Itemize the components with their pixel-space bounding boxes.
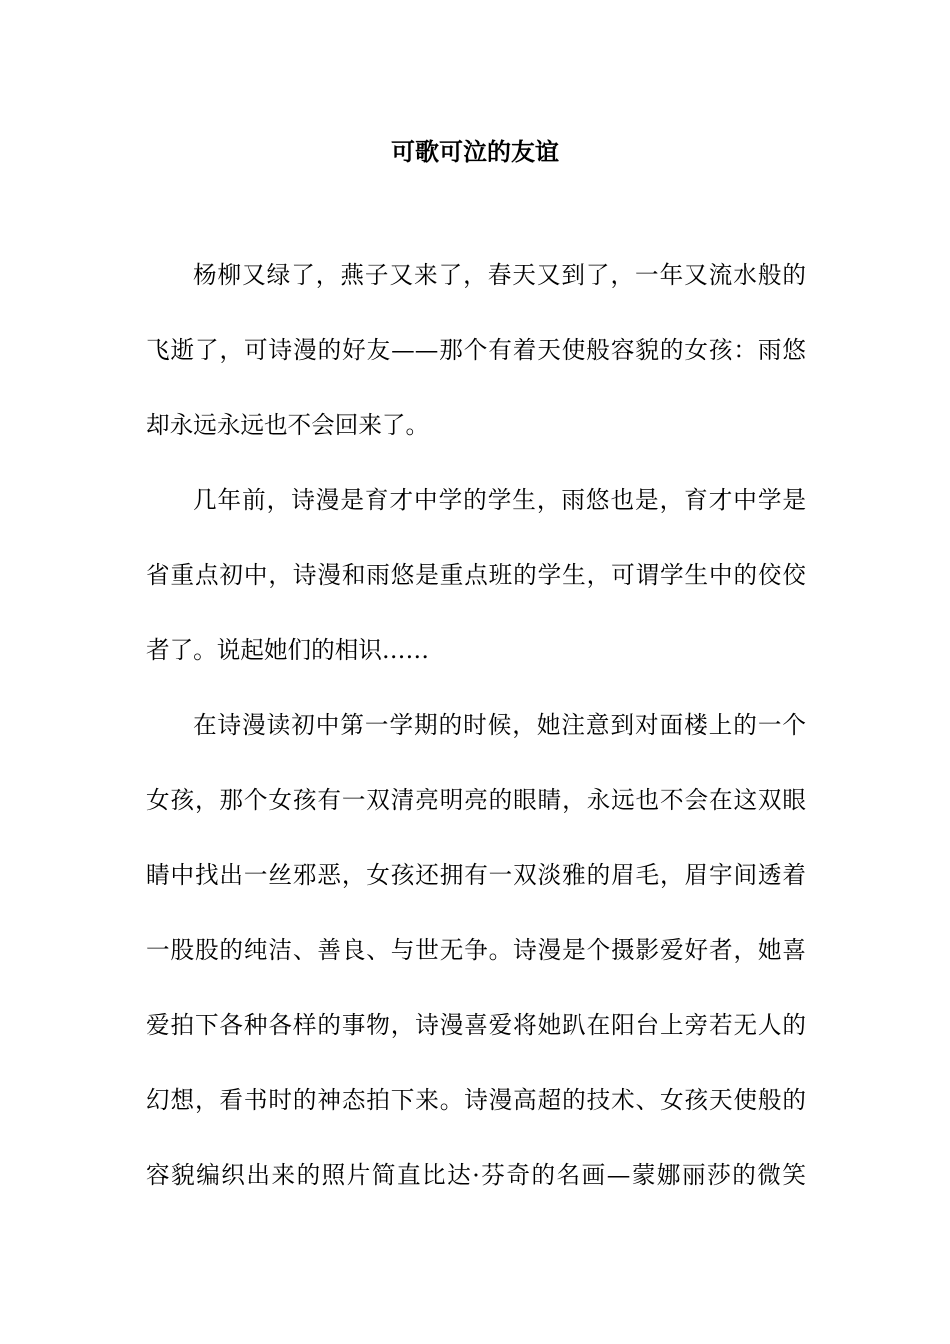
paragraph-1-line-2: 飞逝了，可诗漫的好友——那个有着天使般容貌的女孩：雨悠 <box>146 336 806 364</box>
paragraph-2-line-3: 者了。说起她们的相识…… <box>146 636 430 664</box>
paragraph-3-line-1: 在诗漫读初中第一学期的时候，她注意到对面楼上的一个 <box>193 711 806 739</box>
document-title: 可歌可泣的友谊 <box>391 137 559 166</box>
paragraph-1-line-3: 却永远永远也不会回来了。 <box>146 411 430 439</box>
paragraph-2-line-2: 省重点初中，诗漫和雨悠是重点班的学生，可谓学生中的佼佼 <box>146 561 806 589</box>
paragraph-2-line-1: 几年前，诗漫是育才中学的学生，雨悠也是，育才中学是 <box>193 486 806 514</box>
document-body <box>146 238 806 1213</box>
paragraph-3-line-2: 女孩，那个女孩有一双清亮明亮的眼睛，永远也不会在这双眼 <box>146 786 806 814</box>
paragraph-3-line-3: 睛中找出一丝邪恶，女孩还拥有一双淡雅的眉毛，眉宇间透着 <box>146 861 806 889</box>
paragraph-1-line-1: 杨柳又绿了，燕子又来了，春天又到了，一年又流水般的 <box>193 261 806 289</box>
paragraph-3-line-6: 幻想，看书时的神态拍下来。诗漫高超的技术、女孩天使般的 <box>146 1086 806 1114</box>
paragraph-3-line-5: 爱拍下各种各样的事物，诗漫喜爱将她趴在阳台上旁若无人的 <box>146 1011 806 1039</box>
paragraph-3-line-4: 一股股的纯洁、善良、与世无争。诗漫是个摄影爱好者，她喜 <box>146 936 806 964</box>
paragraph-3-line-7: 容貌编织出来的照片简直比达·芬奇的名画—蒙娜丽莎的微笑 <box>146 1161 806 1189</box>
